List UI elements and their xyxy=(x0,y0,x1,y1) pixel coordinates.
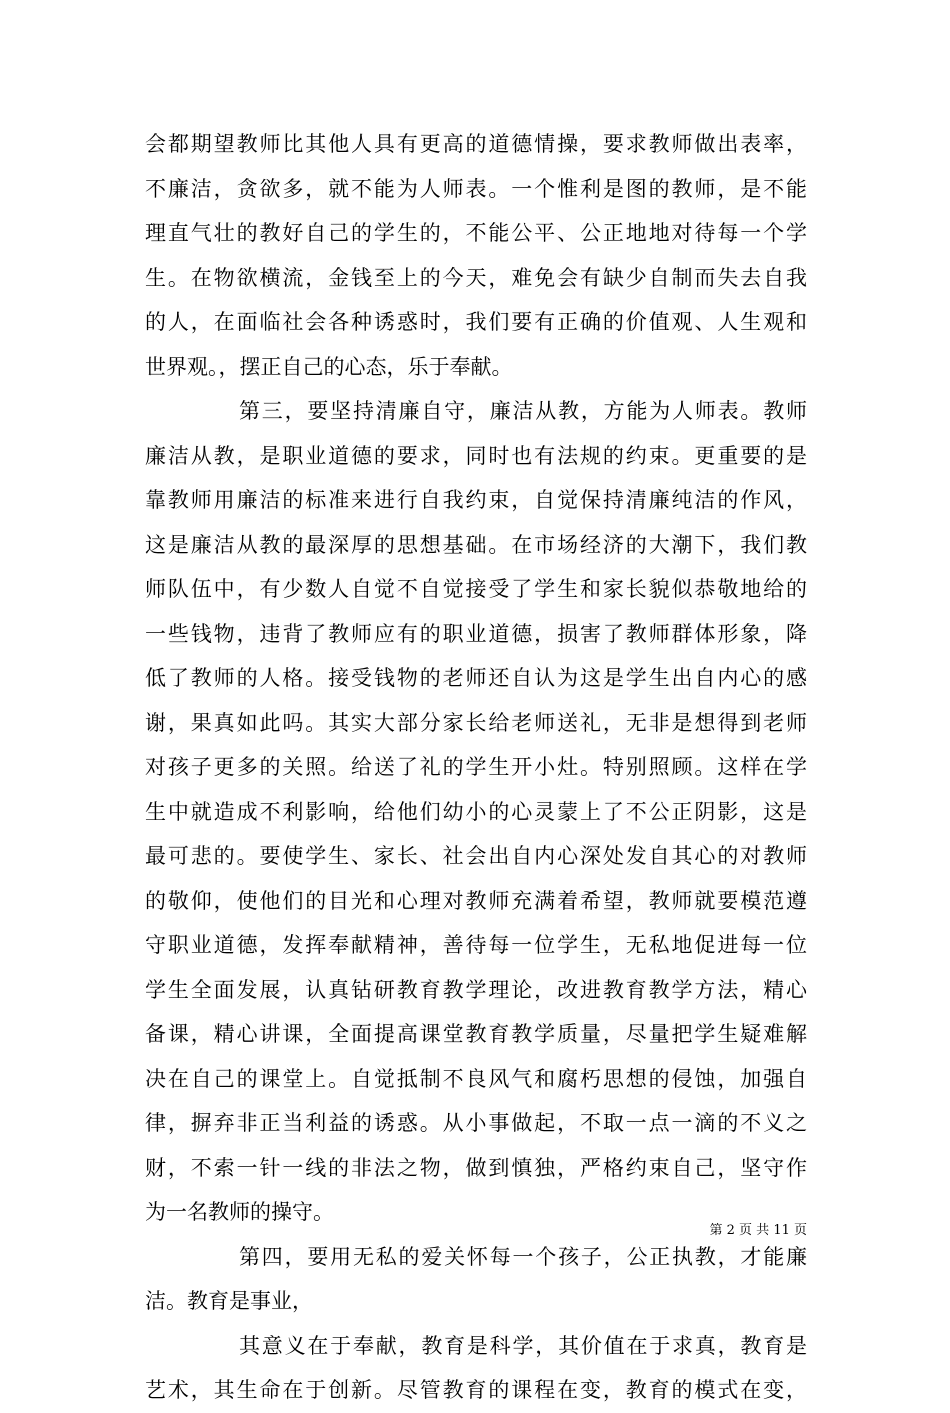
text-line: 世界观。，摆正自己的心态，乐于奉献。 xyxy=(145,354,513,379)
text-line: 其意义在于奉献，教育是科学，其价值在于求真，教育是 xyxy=(239,1333,807,1358)
text-line: 艺术，其生命在于创新。尽管教育的课程在变，教育的模式在变， xyxy=(145,1378,807,1402)
text-line: 最可悲的。要使学生、家长、社会出自内心深处发自其心的对教师 xyxy=(145,844,807,868)
text-line: 对孩子更多的关照。给送了礼的学生开小灶。特别照顾。这样在学 xyxy=(145,755,807,779)
text-line: 生。在物欲横流，金钱至上的今天，难免会有缺少自制而失去自我 xyxy=(145,265,807,290)
text-line: 洁。教育是事业， xyxy=(145,1289,313,1313)
text-line: 学生全面发展，认真钻研教育教学理论，改进教育教学方法，精心 xyxy=(145,977,807,1002)
text-line: 决在自己的课堂上。自觉抵制不良风气和腐朽思想的侵蚀，加强自 xyxy=(145,1066,807,1091)
text-line: 会都期望教师比其他人具有更高的道德情操，要求教师做出表率， xyxy=(145,132,807,156)
text-line: 廉洁从教，是职业道德的要求，同时也有法规的约束。更重要的是 xyxy=(145,443,807,468)
paragraph xyxy=(145,1235,807,1324)
text-line: 不廉洁，贪欲多，就不能为人师表。一个惟利是图的教师，是不能 xyxy=(145,176,807,201)
text-line: 低了教师的人格。接受钱物的老师还自认为这是学生出自内心的感 xyxy=(145,666,807,690)
text-line: 靠教师用廉洁的标准来进行自我约束，自觉保持清廉纯洁的作风， xyxy=(145,488,807,512)
text-line: 生中就造成不利影响，给他们幼小的心灵蒙上了不公正阴影，这是 xyxy=(145,799,807,824)
text-line: 谢，果真如此吗。其实大部分家长给老师送礼，无非是想得到老师 xyxy=(145,710,807,735)
paragraph xyxy=(145,389,807,1235)
text-line: 理直气壮的教好自己的学生的，不能公平、公正地地对待每一个学 xyxy=(145,221,807,245)
text-line: 的敬仰，使他们的目光和心理对教师充满着希望，教师就要模范遵 xyxy=(145,888,807,913)
text-line: 师队伍中，有少数人自觉不自觉接受了学生和家长貌似恭敬地给的 xyxy=(145,577,807,601)
text-line: 第四，要用无私的爱关怀每一个孩子，公正执教，才能廉 xyxy=(239,1244,807,1269)
text-line: 第三，要坚持清廉自守，廉洁从教，方能为人师表。教师 xyxy=(239,399,807,423)
text-line: 备课，精心讲课，全面提高课堂教育教学质量，尽量把学生疑难解 xyxy=(145,1022,807,1046)
text-line: 财，不索一针一线的非法之物，做到慎独，严格约束自己，坚守作 xyxy=(145,1155,807,1180)
paragraph xyxy=(145,122,807,389)
text-line: 的人，在面临社会各种诱惑时，我们要有正确的价值观、人生观和 xyxy=(145,310,807,334)
text-line: 守职业道德，发挥奉献精神，善待每一位学生，无私地促进每一位 xyxy=(145,933,807,957)
text-line: 一些钱物，违背了教师应有的职业道德，损害了教师群体形象，降 xyxy=(145,621,807,646)
text-line: 为一名教师的操守。 xyxy=(145,1200,334,1224)
text-line: 律，摒弃非正当利益的诱惑。从小事做起，不取一点一滴的不义之 xyxy=(145,1111,807,1135)
paragraph xyxy=(145,1324,807,1413)
text-line: 这是廉洁从教的最深厚的思想基础。在市场经济的大潮下，我们教 xyxy=(145,532,807,557)
document-body xyxy=(145,122,807,1413)
page-footer: 第 2 页 共 11 页 xyxy=(709,1223,807,1238)
